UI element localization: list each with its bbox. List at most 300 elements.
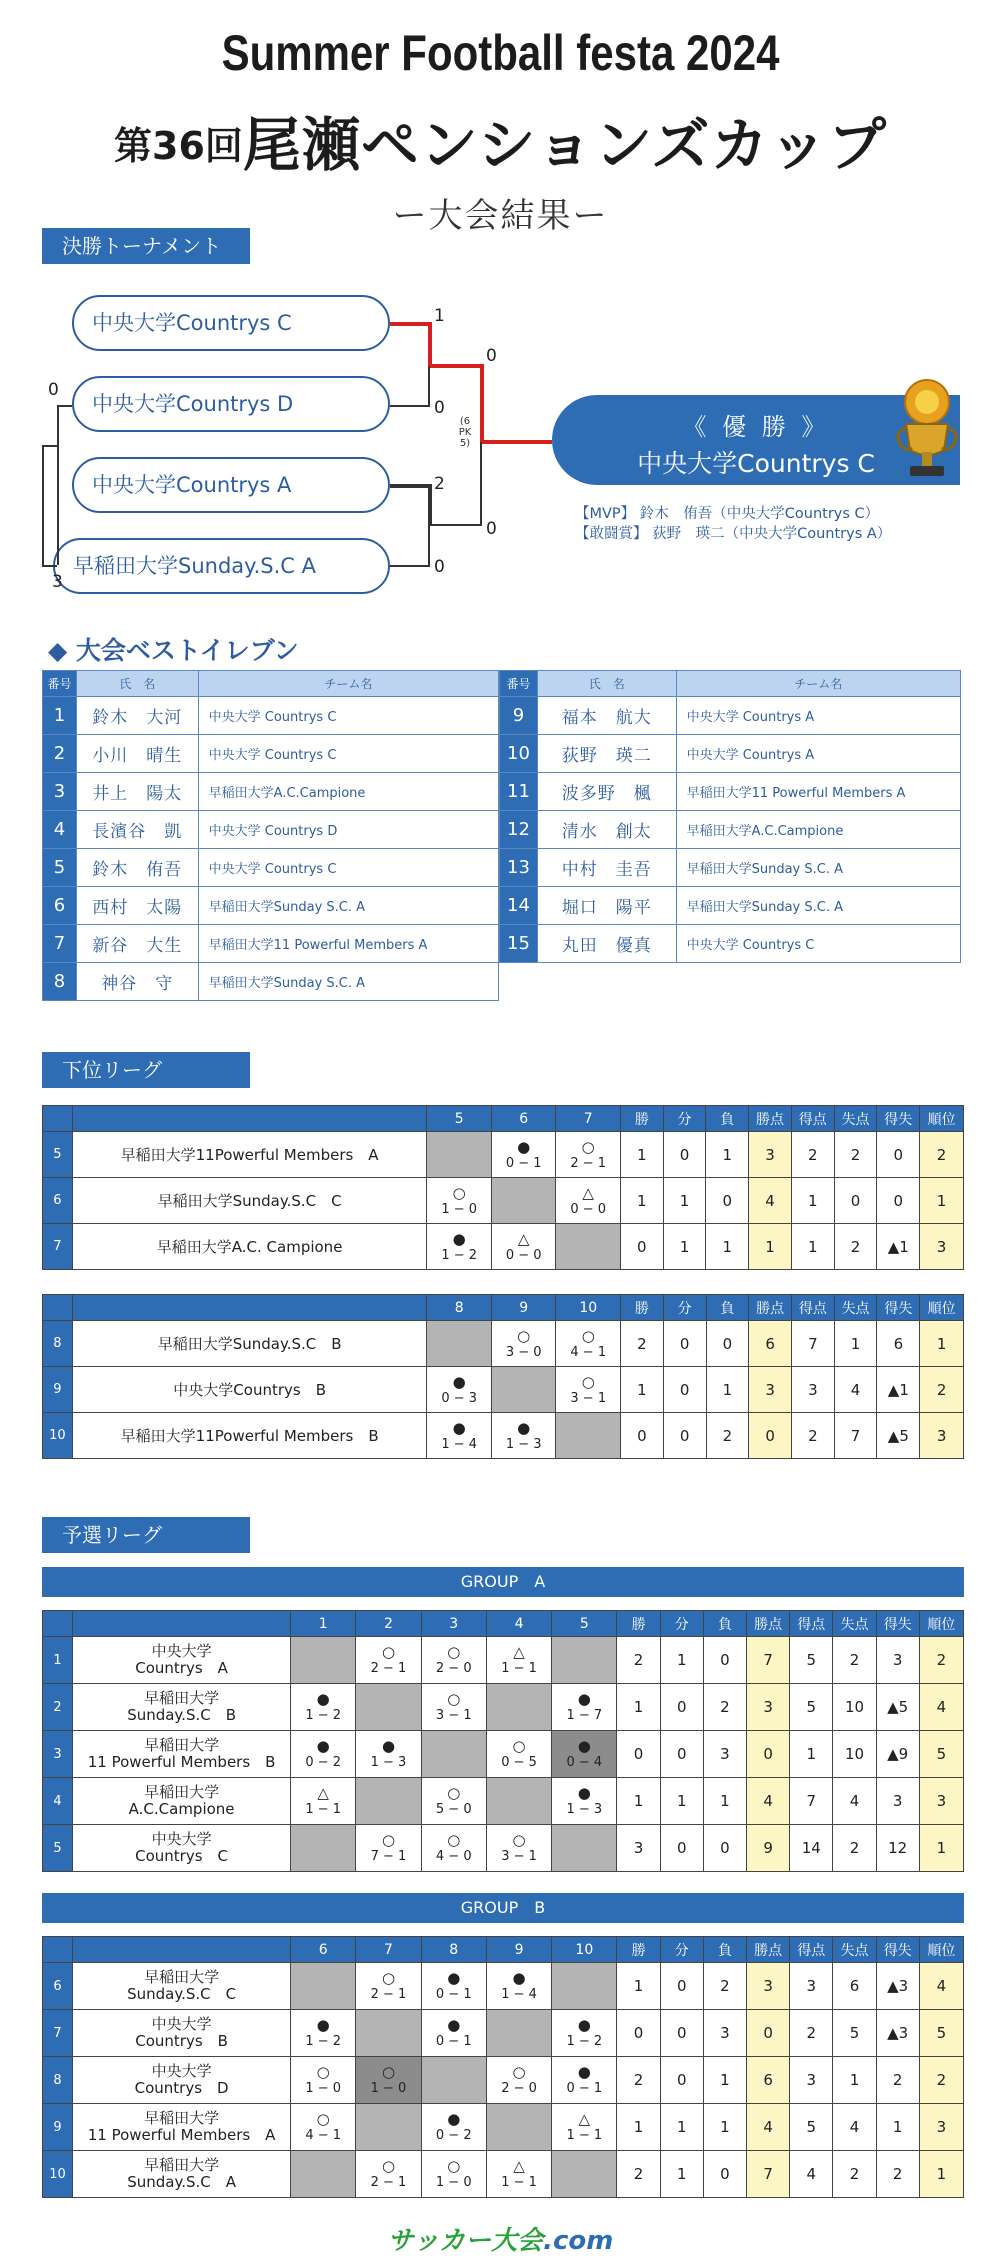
header-cell: 2 — [356, 1611, 421, 1637]
bracket-line — [42, 565, 57, 567]
match-cell — [427, 1224, 492, 1270]
match-result: ● — [452, 1229, 466, 1248]
stat-cell: 1 — [703, 1778, 746, 1825]
header-cell: 得失 — [877, 1295, 920, 1321]
header-cell — [73, 1611, 291, 1637]
team-name-line: 早稲田大学 — [144, 1689, 220, 1707]
header-cell: 負 — [706, 1106, 749, 1132]
header-cell: 分 — [660, 1937, 703, 1963]
stat-cell: 2 — [834, 1224, 877, 1270]
match-score: 2 − 1 — [370, 1987, 407, 2002]
header-cell — [72, 1106, 427, 1132]
stat-cell: 1 — [791, 1178, 834, 1224]
match-cell — [491, 1367, 556, 1413]
stat-cell: 0 — [747, 2010, 790, 2057]
match-cell — [356, 2057, 421, 2104]
stat-cell: 5 — [833, 2010, 876, 2057]
match-result: ● — [316, 1737, 330, 1755]
player-team: 中央大学 Countrys C — [676, 925, 960, 963]
match-result: ● — [452, 1418, 466, 1437]
match-score: 2 − 1 — [370, 2175, 407, 2190]
match-score: 1 − 3 — [566, 1802, 603, 1817]
match-cell — [356, 2010, 421, 2057]
stat-cell: 2 — [791, 1413, 834, 1459]
stat-cell: 0 — [703, 2151, 746, 2198]
stat-cell: 3 — [876, 1637, 919, 1684]
player-team: 早稲田大学11 Powerful Members A — [676, 773, 960, 811]
league-row — [43, 1321, 964, 1367]
stat-cell: 1 — [749, 1224, 792, 1270]
mvp-award: 【MVP】 鈴木 侑吾（中央大学Countrys C） — [575, 506, 880, 522]
player-name: 神谷 守 — [76, 963, 198, 1001]
team-name: 早稲田大学11Powerful Members A — [72, 1132, 427, 1178]
player-number: 15 — [500, 925, 538, 963]
match-cell — [291, 1731, 356, 1778]
stat-cell: 4 — [919, 1963, 963, 2010]
bracket-line — [390, 405, 430, 407]
match-cell — [486, 2104, 551, 2151]
footer-logo — [0, 2220, 1001, 2257]
header-cell: 9 — [491, 1295, 556, 1321]
team-number: 8 — [43, 1321, 73, 1367]
league-row — [43, 1778, 964, 1825]
match-cell — [491, 1321, 556, 1367]
stat-cell: 0 — [660, 1731, 703, 1778]
stat-cell: 1 — [660, 1637, 703, 1684]
stat-cell: 6 — [833, 1963, 876, 2010]
section-final: 決勝トーナメント — [42, 228, 250, 264]
stat-cell: 3 — [703, 2010, 746, 2057]
header-cell — [73, 1937, 291, 1963]
match-cell — [427, 1367, 492, 1413]
stat-cell: 4 — [833, 1778, 876, 1825]
stat-cell: 1 — [621, 1367, 664, 1413]
team-name: 中央大学Countrys B — [72, 1367, 427, 1413]
league-header-row — [43, 1937, 964, 1963]
stat-cell: 7 — [790, 1778, 833, 1825]
stat-cell: 0 — [621, 1413, 664, 1459]
match-cell — [356, 1963, 421, 2010]
match-result: △ — [317, 1784, 329, 1802]
match-result: ● — [517, 1137, 531, 1156]
team-name — [73, 1778, 291, 1825]
match-cell — [486, 1778, 551, 1825]
team-name — [73, 2151, 291, 2198]
player-number: 9 — [500, 697, 538, 735]
stat-cell: 2 — [833, 1637, 876, 1684]
team-name — [73, 1684, 291, 1731]
best-eleven-row — [500, 887, 961, 925]
player-name: 西村 太陽 — [76, 887, 198, 925]
header-cell — [43, 1937, 73, 1963]
stat-cell: 1 — [791, 1224, 834, 1270]
match-cell — [291, 2104, 356, 2151]
league-row — [43, 2010, 964, 2057]
match-score: 1 − 0 — [441, 1201, 478, 1217]
header-cell: 勝点 — [749, 1295, 792, 1321]
player-number: 4 — [43, 811, 77, 849]
header-cell: 失点 — [834, 1106, 877, 1132]
header-cell: 得点 — [791, 1295, 834, 1321]
match-cell — [421, 2151, 486, 2198]
stat-cell: 0 — [620, 1224, 663, 1270]
match-score: 0 − 4 — [566, 1755, 603, 1770]
stat-cell: 1 — [660, 1778, 703, 1825]
team-number: 10 — [43, 1413, 73, 1459]
stat-cell: 1 — [920, 1321, 964, 1367]
team-name — [73, 1963, 291, 2010]
bracket-line — [480, 364, 484, 444]
match-cell — [486, 2010, 551, 2057]
header-cell: 順位 — [919, 1611, 963, 1637]
match-cell — [421, 1963, 486, 2010]
bracket-line — [428, 366, 430, 407]
match-result: ○ — [316, 2063, 330, 2081]
match-result: ● — [577, 1690, 591, 1708]
match-score: 1 − 2 — [566, 2034, 603, 2049]
stat-cell: 2 — [833, 1825, 876, 1872]
stat-cell: ▲3 — [876, 2010, 919, 2057]
team-name-line: Sunday.S.C C — [127, 1985, 237, 2003]
match-result: ○ — [581, 1137, 595, 1156]
match-score: 2 − 0 — [435, 1661, 472, 1676]
header-cell: チーム名 — [198, 671, 498, 697]
match-result: ○ — [581, 1326, 595, 1345]
trophy-icon — [892, 372, 962, 492]
header-cell: 勝 — [621, 1295, 664, 1321]
header-cell: 氏 名 — [76, 671, 198, 697]
stat-cell: 7 — [747, 1637, 790, 1684]
best-eleven-row — [43, 849, 499, 887]
team-name — [73, 1731, 291, 1778]
stat-cell: 2 — [621, 1321, 664, 1367]
match-result: ● — [512, 1969, 526, 1987]
player-number: 8 — [43, 963, 77, 1001]
player-team: 早稲田大学Sunday S.C. A — [198, 963, 498, 1001]
match-result: ○ — [381, 1831, 396, 1849]
match-cell — [427, 1413, 492, 1459]
stat-cell: 2 — [920, 1132, 964, 1178]
player-number: 11 — [500, 773, 538, 811]
match-cell — [486, 1731, 551, 1778]
stat-cell: 5 — [790, 1637, 833, 1684]
match-score: 1 − 3 — [505, 1436, 542, 1452]
match-score: 0 − 2 — [435, 2128, 472, 2143]
match-result: ○ — [512, 1831, 526, 1849]
stat-cell: 0 — [660, 1825, 703, 1872]
match-cell — [291, 1778, 356, 1825]
stat-cell: 0 — [706, 1178, 749, 1224]
league-row — [43, 1731, 964, 1778]
stat-cell: 1 — [660, 2151, 703, 2198]
best-eleven-row — [500, 773, 961, 811]
header-cell: 8 — [427, 1295, 492, 1321]
best-eleven-row — [43, 925, 499, 963]
header-cell: 6 — [291, 1937, 356, 1963]
stat-cell: 3 — [790, 2057, 833, 2104]
stat-cell: 1 — [620, 1132, 663, 1178]
match-cell — [556, 1224, 621, 1270]
match-score: 1 − 0 — [305, 2081, 342, 2096]
stat-cell: ▲1 — [877, 1367, 920, 1413]
best-eleven-row — [43, 963, 499, 1001]
player-team: 早稲田大学Sunday S.C. A — [676, 887, 960, 925]
match-score: 2 − 1 — [370, 1661, 407, 1676]
stat-cell: ▲5 — [877, 1413, 920, 1459]
match-cell — [552, 1825, 617, 1872]
stat-cell: 4 — [919, 1684, 963, 1731]
match-cell — [291, 2151, 356, 2198]
stat-cell: 5 — [919, 2010, 963, 2057]
player-name: 新谷 大生 — [76, 925, 198, 963]
player-name: 中村 圭吾 — [537, 849, 676, 887]
bracket-team-4: 早稲田大学Sunday.S.C A — [53, 538, 390, 594]
header-cell: 8 — [421, 1937, 486, 1963]
player-team: 中央大学 Countrys A — [676, 735, 960, 773]
stat-cell: 2 — [920, 1367, 964, 1413]
match-result: ○ — [381, 1969, 396, 1987]
stat-cell: 5 — [790, 2104, 833, 2151]
match-cell — [552, 2104, 617, 2151]
match-score: 1 − 1 — [501, 1661, 537, 1676]
team-name-line: Countrys C — [135, 1847, 229, 1865]
group-b-title: GROUP B — [42, 1893, 964, 1923]
match-cell — [491, 1178, 556, 1224]
bracket-line — [57, 405, 72, 407]
team-name: 早稲田大学11Powerful Members B — [72, 1413, 427, 1459]
match-cell — [421, 2104, 486, 2151]
header-cell: 分 — [660, 1611, 703, 1637]
best-eleven-row — [43, 811, 499, 849]
stat-cell: 1 — [617, 2104, 660, 2151]
score: 0 — [434, 557, 445, 577]
team-name-line: Countrys D — [134, 2079, 229, 2097]
pk-label: (6 PK 5) — [458, 416, 472, 449]
bracket-line — [480, 440, 552, 444]
player-number: 7 — [43, 925, 77, 963]
bracket-line — [428, 484, 432, 526]
header-cell: チーム名 — [676, 671, 960, 697]
header-cell: 3 — [421, 1611, 486, 1637]
match-cell — [421, 1778, 486, 1825]
match-cell — [421, 1731, 486, 1778]
stat-cell: 3 — [747, 1684, 790, 1731]
match-score: 3 − 1 — [435, 1708, 472, 1723]
stat-cell: 4 — [833, 2104, 876, 2151]
team-name-line: 11 Powerful Members A — [87, 2126, 276, 2144]
player-team: 中央大学 Countrys C — [198, 849, 498, 887]
stat-cell: 0 — [703, 1825, 746, 1872]
stat-cell: 2 — [876, 2057, 919, 2104]
match-score: 1 − 2 — [305, 2034, 342, 2049]
team-number: 8 — [43, 2057, 73, 2104]
player-number: 6 — [43, 887, 77, 925]
league-row — [43, 1178, 964, 1224]
bracket-line — [428, 322, 432, 366]
team-name: 早稲田大学A.C. Campione — [72, 1224, 427, 1270]
match-cell — [356, 1637, 421, 1684]
champion-team: 中央大学Countrys C — [637, 449, 875, 478]
player-name: 丸田 優真 — [537, 925, 676, 963]
header-cell: 7 — [556, 1106, 621, 1132]
match-score: 0 − 2 — [305, 1755, 342, 1770]
stat-cell: 4 — [749, 1178, 792, 1224]
stat-cell: 3 — [617, 1825, 660, 1872]
match-cell — [427, 1178, 492, 1224]
match-score: 0 − 0 — [570, 1201, 607, 1217]
bracket-line — [390, 322, 430, 326]
match-cell — [491, 1132, 556, 1178]
header-cell: 失点 — [833, 1937, 876, 1963]
match-cell — [552, 1731, 617, 1778]
stat-cell: 1 — [834, 1321, 877, 1367]
league-row — [43, 2104, 964, 2151]
team-name-line: 中央大学 — [151, 2062, 212, 2080]
title-jp — [0, 98, 1001, 182]
header-cell: 1 — [291, 1611, 356, 1637]
match-score: 3 − 1 — [570, 1390, 607, 1406]
stat-cell: 0 — [663, 1367, 706, 1413]
league-row — [43, 1825, 964, 1872]
stat-cell: 7 — [834, 1413, 877, 1459]
team-name-line: 早稲田大学 — [144, 1968, 220, 1986]
match-cell — [491, 1224, 556, 1270]
player-team: 早稲田大学A.C.Campione — [676, 811, 960, 849]
stat-cell: 0 — [617, 1731, 660, 1778]
player-number: 5 — [43, 849, 77, 887]
player-team: 早稲田大学A.C.Campione — [198, 773, 498, 811]
team-name-line: Countrys A — [135, 1659, 228, 1677]
match-result: ● — [577, 1737, 591, 1755]
match-result: ○ — [447, 1690, 461, 1708]
league-row — [43, 1132, 964, 1178]
stat-cell: 2 — [919, 2057, 963, 2104]
stat-cell: 0 — [660, 1684, 703, 1731]
match-score: 0 − 3 — [441, 1390, 478, 1406]
stat-cell: 0 — [663, 1413, 706, 1459]
stat-cell: ▲9 — [876, 1731, 919, 1778]
stat-cell: ▲3 — [876, 1963, 919, 2010]
header-cell: 得失 — [876, 1611, 919, 1637]
header-cell — [43, 1295, 73, 1321]
score: 0 — [434, 398, 445, 418]
best-eleven-row — [43, 697, 499, 735]
match-score: 1 − 2 — [305, 1708, 342, 1723]
stat-cell: 1 — [663, 1178, 706, 1224]
match-score: 0 − 1 — [435, 2034, 472, 2049]
stat-cell: 0 — [660, 2010, 703, 2057]
match-cell — [556, 1178, 621, 1224]
stat-cell: 4 — [790, 2151, 833, 2198]
match-result: △ — [582, 1183, 594, 1202]
match-cell — [486, 2151, 551, 2198]
league-row — [43, 1367, 964, 1413]
team-number: 6 — [43, 1963, 73, 2010]
stat-cell: 3 — [749, 1132, 792, 1178]
stat-cell: ▲1 — [877, 1224, 920, 1270]
match-score: 0 − 0 — [505, 1247, 542, 1263]
best-eleven-table-left — [42, 670, 499, 1001]
match-result: ● — [452, 1372, 466, 1391]
match-result: △ — [513, 1643, 525, 1661]
match-result: ● — [316, 1690, 330, 1708]
match-score: 4 − 0 — [435, 1849, 472, 1864]
header-cell: 4 — [486, 1611, 551, 1637]
header-cell: 失点 — [834, 1295, 877, 1321]
stat-cell: 4 — [747, 1778, 790, 1825]
stat-cell: 9 — [747, 1825, 790, 1872]
header-cell: 順位 — [920, 1106, 964, 1132]
team-number: 1 — [43, 1637, 73, 1684]
match-result: ○ — [447, 1831, 461, 1849]
match-result: ○ — [447, 1643, 461, 1661]
match-cell — [556, 1367, 621, 1413]
header-cell: 得失 — [877, 1106, 920, 1132]
stat-cell: 0 — [663, 1321, 706, 1367]
header-cell: 順位 — [920, 1295, 964, 1321]
match-result: ○ — [316, 2110, 330, 2128]
stat-cell: 3 — [703, 1731, 746, 1778]
match-score: 0 − 1 — [435, 1987, 472, 2002]
stat-cell: 2 — [834, 1132, 877, 1178]
player-name: 荻野 瑛二 — [537, 735, 676, 773]
bracket-line — [428, 524, 482, 526]
team-name-line: 早稲田大学 — [144, 1736, 220, 1754]
player-name: 井上 陽太 — [76, 773, 198, 811]
match-cell — [356, 1684, 421, 1731]
team-number: 5 — [43, 1132, 73, 1178]
stat-cell: 5 — [919, 1731, 963, 1778]
player-name: 小川 晴生 — [76, 735, 198, 773]
match-score: 3 − 1 — [501, 1849, 537, 1864]
stat-cell: 2 — [703, 1684, 746, 1731]
stat-cell: 1 — [919, 2151, 963, 2198]
player-number: 3 — [43, 773, 77, 811]
bracket-line — [428, 364, 484, 368]
stat-cell: 2 — [919, 1637, 963, 1684]
stat-cell: 3 — [747, 1963, 790, 2010]
stat-cell: 1 — [706, 1224, 749, 1270]
player-team: 早稲田大学Sunday S.C. A — [676, 849, 960, 887]
match-cell — [356, 2151, 421, 2198]
best-eleven-row — [500, 811, 961, 849]
best-eleven-row — [500, 697, 961, 735]
group-a-table — [42, 1610, 964, 1872]
match-result: ● — [447, 1969, 461, 1987]
bracket-line — [390, 565, 430, 567]
match-cell — [291, 1825, 356, 1872]
league-row — [43, 1684, 964, 1731]
match-cell — [356, 1778, 421, 1825]
team-number: 5 — [43, 1825, 73, 1872]
match-cell — [291, 2010, 356, 2057]
match-score: 1 − 1 — [566, 2128, 603, 2143]
stat-cell: 7 — [791, 1321, 834, 1367]
team-name-line: Sunday.S.C A — [127, 2173, 236, 2191]
header-cell: 負 — [703, 1611, 746, 1637]
match-score: 1 − 1 — [501, 2175, 537, 2190]
header-cell: 10 — [556, 1295, 621, 1321]
match-cell — [556, 1321, 621, 1367]
bracket-line — [390, 484, 430, 488]
match-result: △ — [517, 1229, 530, 1248]
header-cell: 氏 名 — [537, 671, 676, 697]
stat-cell: 6 — [747, 2057, 790, 2104]
bracket-team-1: 中央大学Countrys C — [72, 295, 390, 351]
stat-cell: 2 — [833, 2151, 876, 2198]
match-cell — [556, 1132, 621, 1178]
header-cell — [43, 1611, 73, 1637]
